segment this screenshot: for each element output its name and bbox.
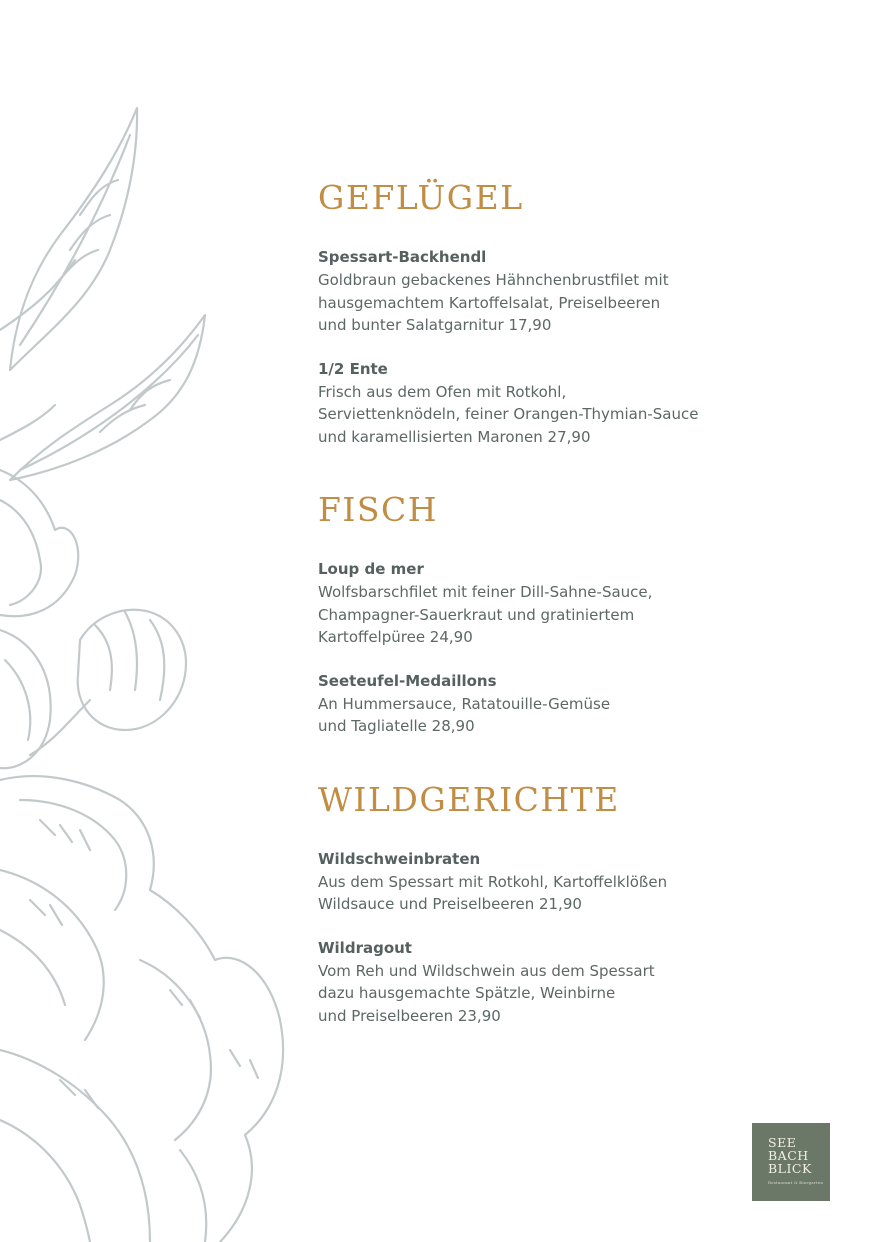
logo-text-blick: BLICK: [768, 1161, 812, 1176]
menu-item-description: Frisch aus dem Ofen mit Rotkohl, Serviettenknödeln, feiner Orangen-Thymian-Sauce und karamellisierten Maronen 27,90: [318, 382, 699, 446]
menu-item: [318, 558, 838, 649]
menu-item-name: Wildschweinbraten: [318, 849, 481, 868]
menu-item-name: Loup de mer: [318, 560, 424, 578]
section-title: FISCH: [318, 490, 439, 529]
logo-text-bach: BACH: [768, 1148, 809, 1163]
menu-item-description: Vom Reh und Wildschwein aus dem Spessart dazu hausgemachte Spätzle, Weinbirne und Preiselbeeren 23,90: [318, 961, 655, 1025]
menu-item: [318, 246, 838, 337]
section-title: WILDGERICHTE: [318, 779, 620, 819]
menu-item-name: Wildragout: [318, 938, 412, 957]
menu-item: [318, 358, 838, 449]
menu-content: [318, 176, 838, 1067]
menu-item-name: Seeteufel-Medaillons: [318, 671, 497, 690]
section-gefluegel: [318, 176, 838, 448]
menu-item: [318, 848, 838, 916]
menu-item-description: Aus dem Spessart mit Rotkohl, Kartoffelklößen Wildsauce und Preiselbeeren 21,90: [318, 872, 668, 913]
section-title: GEFLÜGEL: [318, 178, 524, 217]
menu-item: [318, 937, 838, 1028]
menu-item: [318, 670, 838, 738]
section-wildgerichte: [318, 778, 838, 1028]
floral-illustration: [0, 0, 300, 1242]
menu-item-name: Spessart-Backhendl: [318, 248, 487, 266]
logo-subtitle: Restaurant & Biergarten: [768, 1180, 824, 1185]
restaurant-logo: [752, 1123, 830, 1201]
logo-text-see: SEE: [768, 1135, 797, 1150]
section-fisch: [318, 488, 838, 738]
menu-item-description: An Hummersauce, Ratatouille-Gemüse und Tagliatelle 28,90: [318, 694, 611, 735]
menu-item-name: 1/2 Ente: [318, 359, 388, 378]
menu-item-description: Goldbraun gebackenes Hähnchenbrustfilet mit hausgemachtem Kartoffelsalat, Preiselbeeren und bunter Salatgarnitur 17,90: [318, 271, 669, 334]
menu-item-description: Wolfsbarschfilet mit feiner Dill-Sahne-Sauce, Champagner-Sauerkraut und gratiniertem Kartoffelpüree 24,90: [318, 583, 653, 646]
